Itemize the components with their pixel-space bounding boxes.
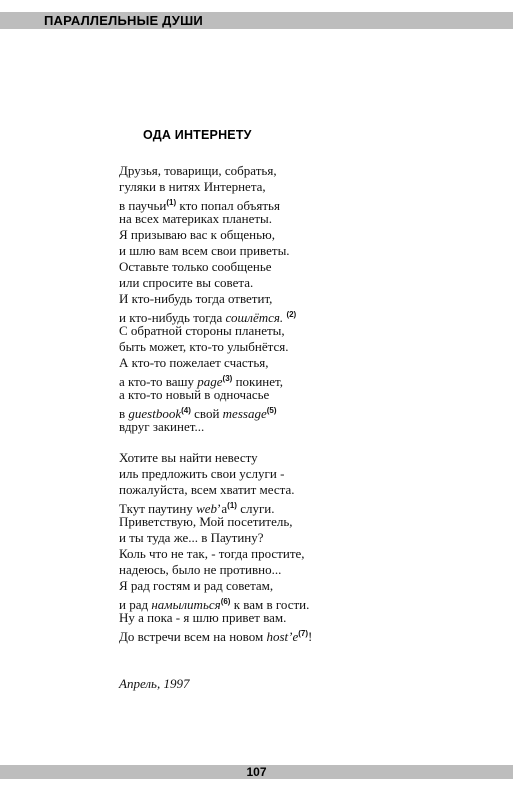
- italic-word: host’e: [266, 629, 299, 644]
- line-text: свой: [190, 406, 223, 421]
- poem-line: Ну а пока - я шлю привет вам.: [119, 610, 287, 625]
- poem-line: [119, 498, 312, 514]
- footnote-mark: (3): [222, 374, 233, 383]
- footnote-mark: (7): [298, 629, 308, 638]
- italic-word: намылиться: [151, 597, 221, 612]
- poem-line: Я рад гостям и рад советам,: [119, 578, 274, 593]
- poem-title: ОДА ИНТЕРНЕТУ: [143, 128, 252, 142]
- line-text: слуги.: [236, 501, 275, 516]
- poem-line: Коль что не так, - тогда простите,: [119, 546, 305, 561]
- poem-line: вдруг закинет...: [119, 419, 205, 434]
- running-header-title: ПАРАЛЛЕЛЬНЫЕ ДУШИ: [44, 13, 203, 28]
- line-text: Ткут паутину: [119, 501, 197, 516]
- footnote-mark: (2): [286, 310, 297, 319]
- line-text: !: [308, 629, 313, 644]
- poem-line: или спросите вы совета.: [119, 275, 254, 290]
- poem-line: Хотите вы найти невесту: [119, 450, 258, 465]
- poem-line: и ты туда же... в Паутину?: [119, 530, 264, 545]
- footnote-mark: (4): [181, 406, 191, 415]
- poem-line: А кто-то пожелает счастья,: [119, 355, 269, 370]
- poem-line: Оставьте только сообщенье: [119, 259, 272, 274]
- poem-line: надеюсь, было не противно...: [119, 562, 282, 577]
- line-text: ’а: [217, 501, 228, 516]
- header-bar: [0, 12, 513, 29]
- poem-line: [119, 403, 296, 419]
- poem-line: [119, 371, 296, 387]
- poem-line: [119, 594, 312, 610]
- stanza-2: [119, 450, 312, 642]
- line-text: а кто-то вашу: [119, 374, 198, 389]
- poem-line: [119, 195, 296, 211]
- footnote-mark: (6): [220, 597, 231, 606]
- poem-line: иль предложить свои услуги -: [119, 466, 285, 481]
- line-text: кто попал объятья: [176, 198, 280, 213]
- poem-line: быть может, кто-то улыбнётся.: [119, 339, 289, 354]
- footer-bar: [0, 765, 513, 779]
- poem-line: С обратной стороны планеты,: [119, 323, 285, 338]
- line-text: и кто-нибудь тогда: [119, 310, 226, 325]
- line-text: покинет,: [232, 374, 283, 389]
- footnote-mark: (1): [166, 198, 177, 207]
- poem-line: на всех материках планеты.: [119, 211, 273, 226]
- poem-line: Я призываю вас к общенью,: [119, 227, 275, 242]
- italic-word: guestbook: [128, 406, 182, 421]
- poem-line: пожалуйста, всем хватит места.: [119, 482, 295, 497]
- poem-line: а кто-то новый в одночасье: [119, 387, 270, 402]
- italic-word: message: [222, 406, 267, 421]
- line-text: в: [119, 406, 129, 421]
- page-number: 107: [246, 765, 267, 779]
- line-text: к вам в гости.: [230, 597, 310, 612]
- poem-line: И кто-нибудь тогда ответит,: [119, 291, 273, 306]
- poem-line: Приветствую, Мой посетитель,: [119, 514, 293, 529]
- footnote-mark: (1): [227, 501, 237, 510]
- poem-line: [119, 307, 296, 323]
- poem-date: Апрель, 1997: [119, 676, 190, 691]
- line-text: До встречи всем на новом: [119, 629, 267, 644]
- italic-word: web: [196, 501, 218, 516]
- poem-line: Друзья, товарищи, собратья,: [119, 163, 277, 178]
- footnote-mark: (5): [266, 406, 277, 415]
- line-text: в паучьи: [119, 198, 167, 213]
- line-text: и рад: [119, 597, 152, 612]
- stanza-1: [119, 163, 296, 435]
- italic-word: page: [197, 374, 223, 389]
- poem-line: гуляки в нитях Интернета,: [119, 179, 266, 194]
- poem-line: [119, 626, 312, 642]
- poem-line: и шлю вам всем свои приветы.: [119, 243, 290, 258]
- italic-word: сошлётся.: [225, 310, 284, 325]
